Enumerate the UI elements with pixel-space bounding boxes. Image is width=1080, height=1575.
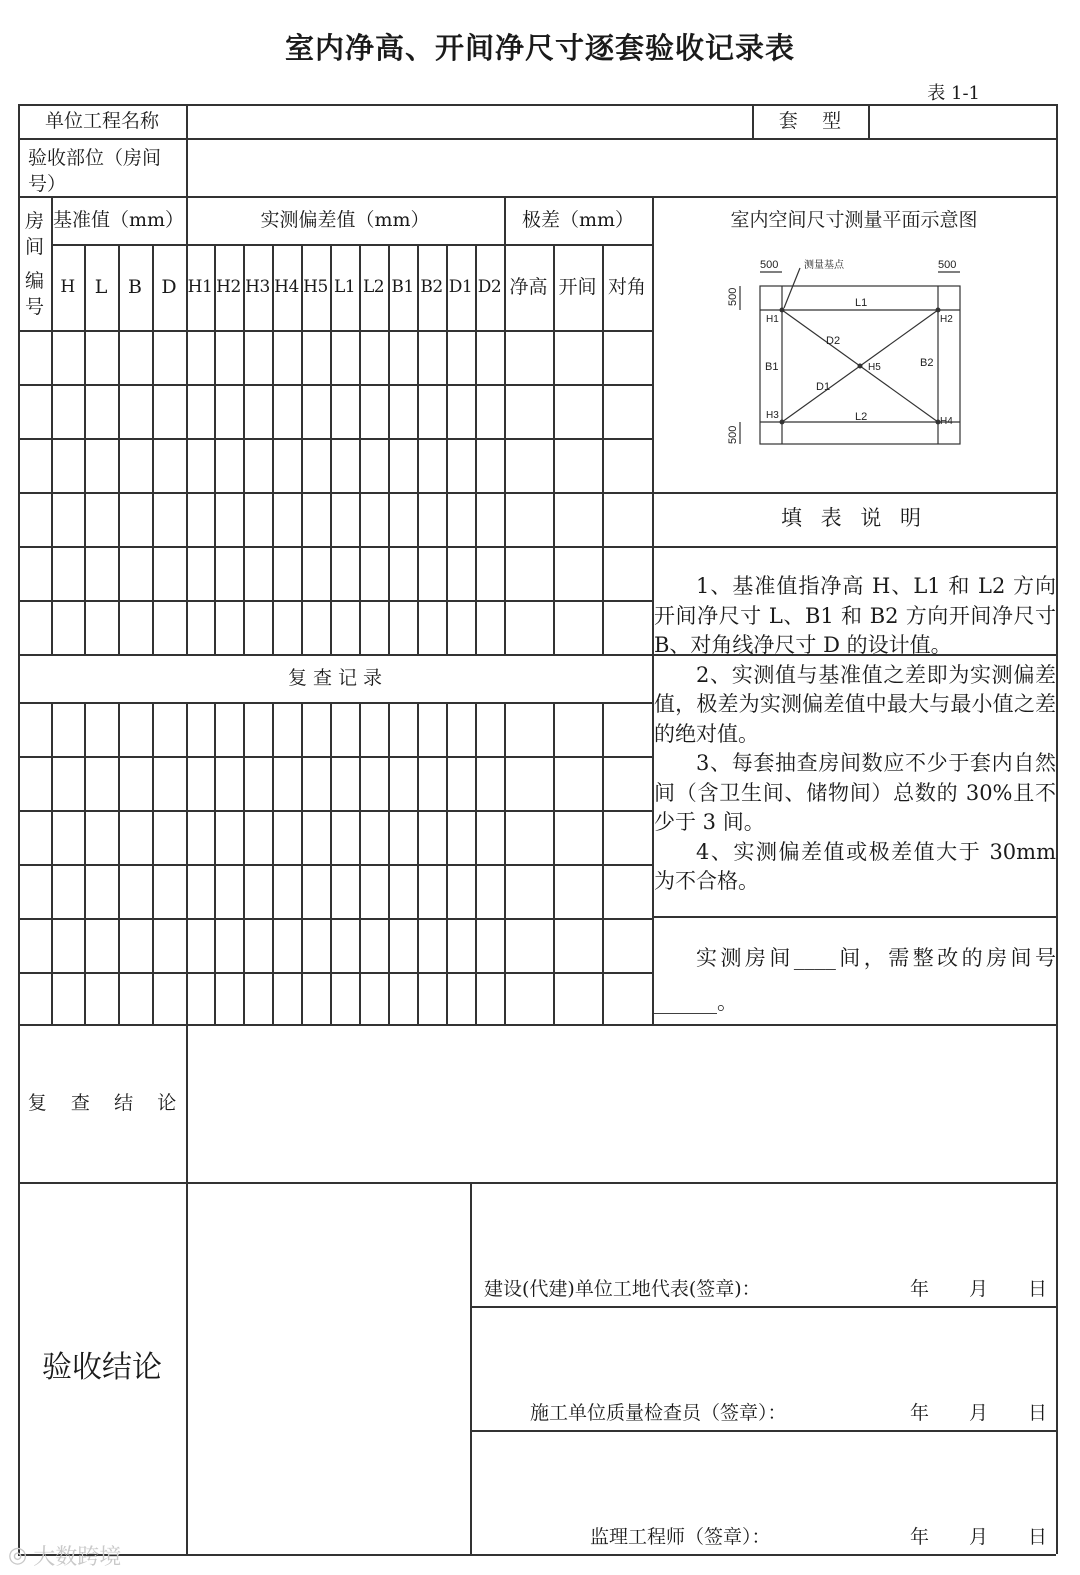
label-h3: H3 <box>766 410 779 421</box>
qc-inspector-signature-label: 施工单位质量检查员（签章）： <box>530 1402 787 1424</box>
deviation-col-header-11: B1 <box>391 276 414 297</box>
dim-top-left-text: 500 <box>760 259 779 271</box>
grid-line <box>18 810 652 812</box>
range-col-header-16: 开间 <box>558 275 597 298</box>
owner-rep-month: 月 <box>969 1278 989 1300</box>
frame-bottom <box>18 1554 1056 1556</box>
grid-line <box>553 702 555 1024</box>
location-label-line1: 验收部位（房间 <box>28 147 162 169</box>
deviation-col-header-5: H2 <box>216 276 241 297</box>
deviation-col-header-10: L2 <box>362 276 385 297</box>
grid-line <box>18 330 652 332</box>
grid-line <box>152 702 154 1024</box>
grid-line <box>388 702 390 1024</box>
acceptance-conclusion-label: 验收结论 <box>42 1350 162 1385</box>
watermark <box>8 1540 121 1571</box>
label-b1: B1 <box>765 361 779 373</box>
point-h2 <box>936 308 941 313</box>
watermark-icon: ◎ <box>8 1543 28 1568</box>
deviation-col-header-4: H1 <box>187 276 213 297</box>
watermark-text: 大数跨境 <box>33 1545 122 1570</box>
label-l2: L2 <box>855 411 868 423</box>
project-name-label: 单位工程名称 <box>44 109 159 132</box>
label-h2: H2 <box>940 314 953 325</box>
table-number: 表 1-1 <box>927 83 980 104</box>
grid-line <box>18 918 652 920</box>
unit-type-field[interactable] <box>868 104 1056 138</box>
deviation-col-header-14: D2 <box>477 276 502 297</box>
dim-top-right-text: 500 <box>938 259 957 271</box>
owner-rep-signature-label: 建设(代建)单位工地代表(签章)： <box>484 1278 761 1300</box>
label-h4: H4 <box>940 416 953 427</box>
recheck-record-label: 复 查 记 录 <box>287 666 383 689</box>
dim-side-bottom-text: 500 <box>727 425 739 444</box>
grid-line <box>18 756 652 758</box>
frame-right <box>1056 104 1058 1554</box>
supervisor-month: 月 <box>969 1526 989 1548</box>
baseline-col-header-1: L <box>94 275 108 298</box>
grid-line <box>359 702 361 1024</box>
grid-line <box>470 1306 1056 1308</box>
label-l1: L1 <box>855 297 868 309</box>
grid-line <box>417 702 419 1024</box>
deviation-col-header-12: B2 <box>420 276 443 297</box>
grid-line <box>504 702 506 1024</box>
label-d1: D1 <box>816 381 831 393</box>
label-h5: H5 <box>868 362 881 373</box>
room-label-2: 间 <box>24 235 44 258</box>
grid-line <box>18 864 652 866</box>
grid-line <box>18 492 652 494</box>
grid-line <box>470 1430 1056 1432</box>
page-title: 室内净高、开间净尺寸逐套验收记录表 <box>284 31 795 65</box>
point-h3 <box>780 420 785 425</box>
instruction-item-3: 3、每套抽查房间数应不少于套内自然间（含卫生间、储物间）总数的 30%且不少于 3 间。 <box>654 751 1056 834</box>
owner-rep-day: 日 <box>1028 1278 1048 1300</box>
point-h1 <box>780 308 785 313</box>
instruction-item-1: 1、基准值指净高 H、L1 和 L2 方向开间净尺寸 L、B1 和 B2 方向开间净尺寸 B、对角线净尺寸 D 的设计值。 <box>654 574 1056 657</box>
unit-type-label: 套 型 <box>778 109 842 132</box>
label-h1: H1 <box>766 314 779 325</box>
qc-inspector-month: 月 <box>969 1402 989 1424</box>
deviation-col-header-6: H3 <box>245 276 270 297</box>
grid-line <box>84 702 86 1024</box>
acceptance-conclusion-field[interactable] <box>186 1182 470 1554</box>
supervisor-day: 日 <box>1028 1526 1048 1548</box>
grid-line <box>18 972 652 974</box>
room-label-1: 房 <box>24 209 44 232</box>
grid-line <box>18 438 652 440</box>
label-d2: D2 <box>826 335 841 347</box>
grid-line <box>18 546 652 548</box>
grid-line <box>214 702 216 1024</box>
qc-inspector-year: 年 <box>910 1402 930 1424</box>
grid-line <box>446 702 448 1024</box>
diagram-title: 室内空间尺寸测量平面示意图 <box>730 208 978 231</box>
recheck-conclusion-field[interactable] <box>186 1024 1056 1182</box>
baseline-col-header-3: D <box>161 275 177 298</box>
qc-inspector-day: 日 <box>1028 1402 1048 1424</box>
recheck-conclusion-label: 复 查 结 论 <box>27 1091 177 1114</box>
deviation-col-header-8: H5 <box>303 276 328 297</box>
grid-line <box>475 702 477 1024</box>
range-col-header-17: 对角 <box>607 275 646 298</box>
grid-line <box>18 384 652 386</box>
instructions-body <box>654 572 1056 897</box>
baseline-header: 基准值（mm） <box>52 208 185 231</box>
room-label-3: 编 <box>24 269 44 292</box>
grid-line <box>301 702 303 1024</box>
grid-line <box>602 702 604 1024</box>
grid-line <box>186 702 188 1024</box>
grid-line <box>18 600 652 602</box>
grid-line <box>330 702 332 1024</box>
location-label-line2: 号） <box>28 173 67 195</box>
range-col-header-15: 净高 <box>509 275 548 298</box>
instruction-item-4: 4、实测偏差值或极差值大于 30mm 为不合格。 <box>654 839 1056 893</box>
grid-line <box>118 702 120 1024</box>
baseline-col-header-2: B <box>128 275 142 298</box>
location-field[interactable] <box>186 138 1056 196</box>
grid-line <box>18 702 652 704</box>
deviation-col-header-7: H4 <box>274 276 299 297</box>
qc-inspector-date[interactable] <box>910 1398 1047 1425</box>
supervisor-date[interactable] <box>910 1522 1047 1549</box>
supervisor-year: 年 <box>910 1526 930 1548</box>
project-name-field[interactable] <box>186 104 752 138</box>
instruction-item-2: 2、实测值与基准值之差即为实测偏差值，极差为实测偏差值中最大与最小值之差的绝对值。 <box>654 662 1056 746</box>
label-b2: B2 <box>920 357 934 369</box>
grid-line <box>470 1182 472 1554</box>
instructions-heading: 填 表 说 明 <box>780 506 928 531</box>
base-point-text: 测量基点 <box>804 260 844 271</box>
point-h5 <box>858 364 863 369</box>
dim-side-top-text: 500 <box>727 287 739 306</box>
grid-line <box>652 546 1056 548</box>
grid-line <box>652 916 1056 918</box>
inspection-summary: 实测房间____间，需整改的房间号______。 <box>654 946 1056 1014</box>
grid-line <box>51 702 53 1024</box>
owner-rep-date[interactable] <box>910 1274 1047 1301</box>
deviation-header: 实测偏差值（mm） <box>260 208 430 231</box>
grid-line <box>243 702 245 1024</box>
base-point-leader <box>784 268 800 308</box>
deviation-col-header-13: D1 <box>448 276 473 297</box>
owner-rep-year: 年 <box>910 1278 930 1300</box>
supervisor-signature-label: 监理工程师（签章）： <box>590 1526 771 1548</box>
measurement-diagram <box>700 250 990 460</box>
baseline-col-header-0: H <box>60 276 75 297</box>
deviation-col-header-9: L1 <box>333 276 356 297</box>
range-header: 极差（mm） <box>521 208 635 231</box>
room-label-4: 号 <box>24 295 44 318</box>
grid-line <box>272 702 274 1024</box>
